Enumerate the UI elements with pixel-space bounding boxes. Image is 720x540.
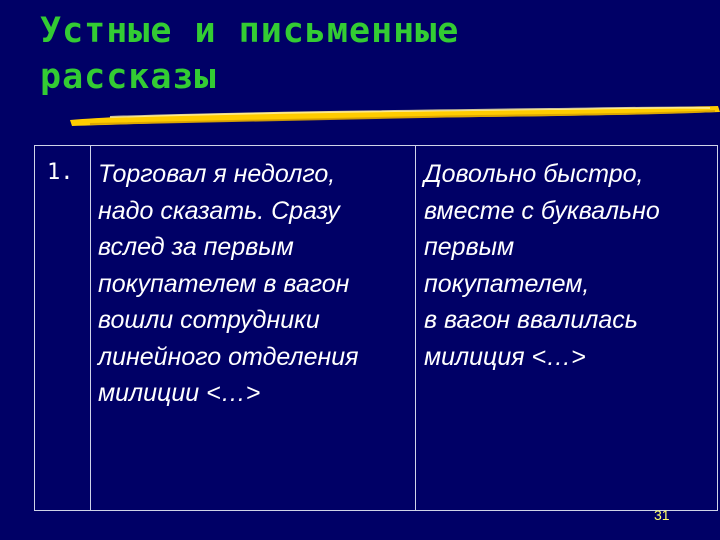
written-line: Довольно быстро,: [424, 160, 644, 188]
oral-line: покупателем в вагон: [98, 269, 350, 298]
oral-line: вслед за первым: [98, 233, 294, 261]
oral-line: вошли сотрудники: [98, 306, 320, 334]
written-line: милиция <…>: [424, 342, 586, 371]
oral-line: милиции <…>: [98, 379, 261, 407]
column-divider-1: [90, 146, 91, 510]
written-story-cell: [424, 156, 660, 375]
oral-line: линейного отделения: [98, 342, 359, 371]
oral-story-cell: [98, 156, 359, 412]
written-line: покупателем,: [424, 269, 590, 298]
slide-title-line-2: рассказы: [40, 57, 217, 97]
oral-line: Торговал я недолго,: [98, 160, 336, 188]
brush-underline: [70, 102, 720, 132]
page-number: 31: [654, 507, 670, 523]
written-line: в вагон ввалилась: [424, 306, 638, 334]
row-number: 1.: [47, 160, 74, 185]
slide-title-line-1: Устные и письменные: [40, 11, 460, 51]
written-line: вместе с буквально: [424, 196, 660, 225]
slide-title: [40, 8, 700, 100]
written-line: первым: [424, 233, 515, 261]
comparison-table: [34, 145, 718, 511]
oral-line: надо сказать. Сразу: [98, 196, 340, 225]
column-divider-2: [415, 146, 416, 510]
